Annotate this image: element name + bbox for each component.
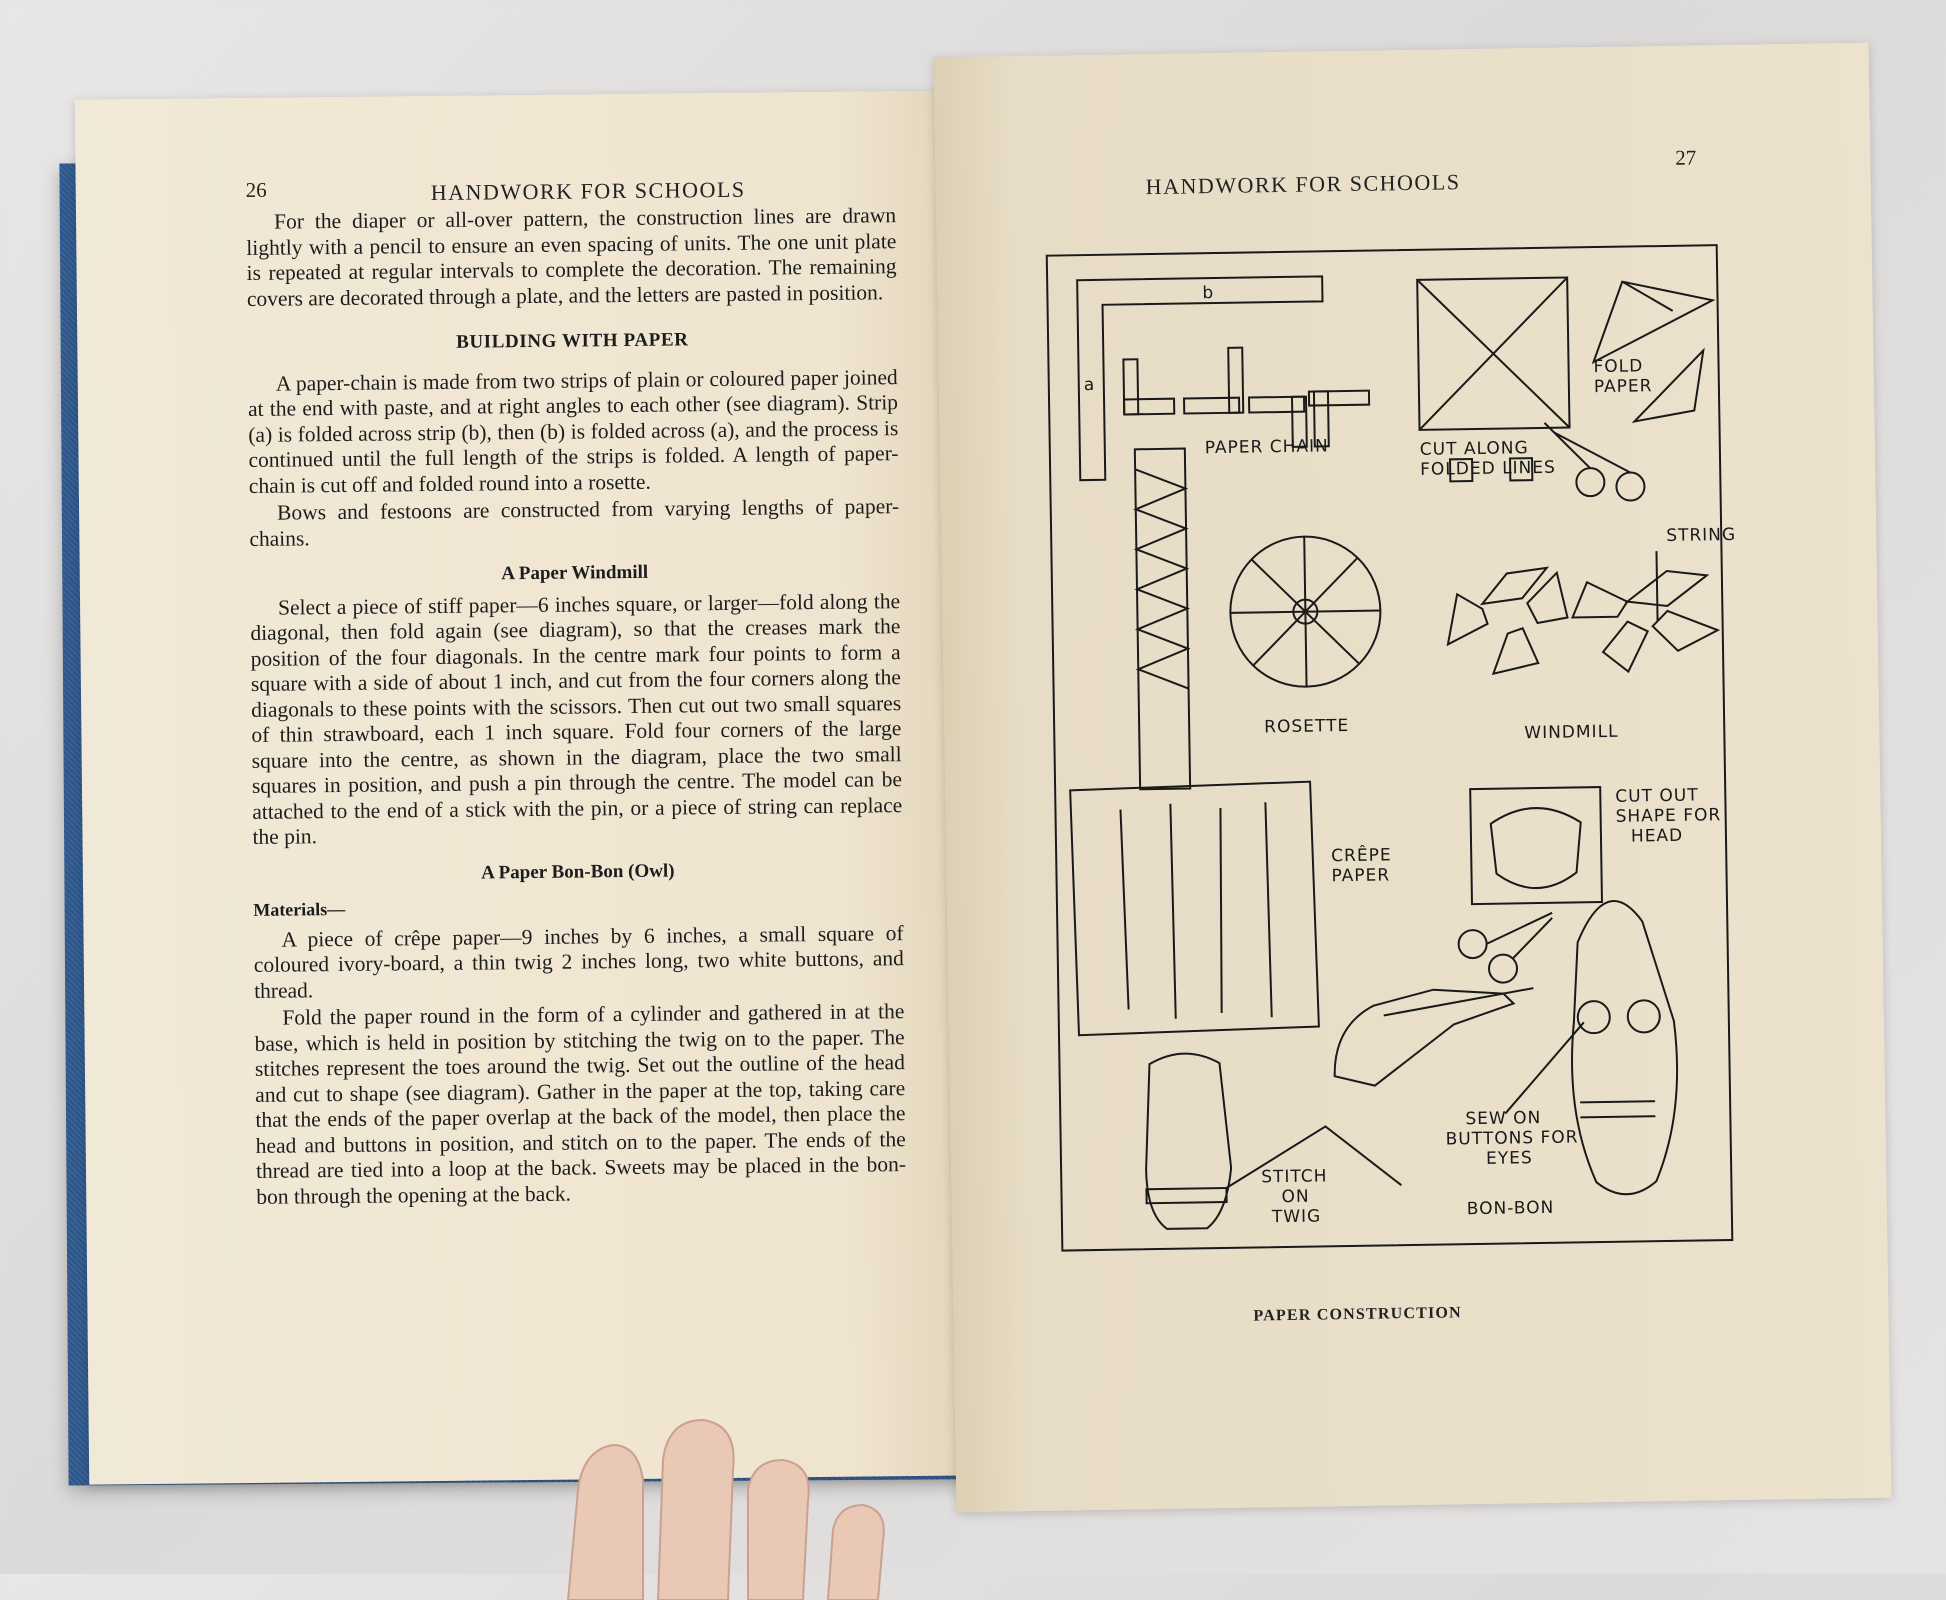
materials-label: Materials— xyxy=(253,898,346,920)
scissors-1-drawing xyxy=(1576,468,1604,496)
left-page-body xyxy=(246,203,906,1212)
windmill-label: WINDMILL xyxy=(1524,721,1619,744)
hand-holding-book xyxy=(548,1400,1018,1600)
bonbon-label: BON-BON xyxy=(1466,1197,1555,1220)
paper-chain-paragraph: A paper-chain is made from two strips of plain or coloured paper joined at the end with paste, and at right angles to each other (see diagram). Strip (a) is folded across strip (b), then (b) is folded across (a), and the process is continued until the full length of the strips is folded. A length of paper-chain is cut off and folded round into a rosette. xyxy=(247,364,899,498)
windmill-heading: A Paper Windmill xyxy=(501,561,649,585)
fold-paper-label-2: PAPER xyxy=(1593,376,1653,398)
stitch-label-2: ON xyxy=(1281,1186,1310,1208)
running-head-right: HANDWORK FOR SCHOOLS xyxy=(1145,169,1461,200)
bonbon-paragraph: Fold the paper round in the form of a cylinder and gathered in at the base, which is held in position by stitching the twig on to the paper. The stitches represent the toes around the twig. Set out the outline of the head and cut to shape (see diagram). Gather in the paper at the top, taking care that the ends of the paper overlap at the back of the model, then place the head and buttons in position, and stitch on to the paper. The ends of the thread are tied into a loop at the back. Sweets may be placed in the bon-bon through the opening at the back. xyxy=(254,999,907,1209)
section-heading: BUILDING WITH PAPER xyxy=(456,329,689,353)
index-finger xyxy=(658,1420,734,1600)
paper-construction-plate xyxy=(1021,220,1752,1276)
sew-label-1: SEW ON xyxy=(1465,1108,1542,1130)
running-head-left: HANDWORK FOR SCHOOLS xyxy=(430,176,746,206)
rosette-label: ROSETTE xyxy=(1264,715,1350,738)
cut-along-label-2: FOLDED LINES xyxy=(1420,457,1557,480)
windmill-1-drawing xyxy=(1447,568,1569,675)
strip-a-label: a xyxy=(1083,374,1096,396)
bonbon-heading: A Paper Bon-Bon (Owl) xyxy=(481,860,675,884)
folded-chain-drawing xyxy=(1135,449,1190,790)
strip-b-label: b xyxy=(1202,283,1215,304)
sew-label-2: BUTTONS FOR xyxy=(1445,1127,1579,1150)
cut-out-label-2: SHAPE FOR xyxy=(1615,805,1722,827)
plate-illustration xyxy=(1021,220,1752,1276)
plate-caption: PAPER CONSTRUCTION xyxy=(1253,1304,1462,1325)
folded-paper-drawing xyxy=(1592,280,1713,362)
page-number-right: 27 xyxy=(1675,145,1697,170)
stitch-label-1: STITCH xyxy=(1261,1166,1328,1188)
materials-text: A piece of crêpe paper—9 inches by 6 inches, a small square of coloured ivory-board, a thin twig 2 inches long, two white buttons, and thread. xyxy=(253,920,904,1003)
sew-label-3: EYES xyxy=(1485,1148,1533,1169)
page-number-left: 26 xyxy=(245,177,267,202)
windmill-2-drawing xyxy=(1572,570,1719,672)
string-label: STRING xyxy=(1666,524,1737,546)
hand-drawing xyxy=(1333,988,1514,1086)
crepe-paper-drawing xyxy=(1070,782,1319,1036)
intro-paragraph: For the diaper or all-over pattern, the construction lines are drawn lightly with a pencil to ensure an even spacing of units. The one unit plate is repeated at regular intervals to complete the decoration. The remaining covers are decorated through a plate, and the letters are pasted in position. xyxy=(246,203,897,311)
crepe-paper-label-2: PAPER xyxy=(1331,865,1391,887)
crepe-paper-label-1: CRÊPE xyxy=(1331,845,1392,867)
scissors-2-drawing xyxy=(1458,930,1486,958)
bows-paragraph: Bows and festoons are constructed from varying lengths of paper-chains. xyxy=(249,494,900,551)
paper-chain-label: PAPER CHAIN xyxy=(1204,436,1329,459)
cut-along-label-1: CUT ALONG xyxy=(1419,438,1529,460)
cut-out-label-1: CUT OUT xyxy=(1615,785,1699,807)
fold-paper-label-1: FOLD xyxy=(1593,356,1644,378)
thumb xyxy=(568,1445,643,1600)
windmill-paragraph: Select a piece of stiff paper—6 inches square, or larger—fold along the diagonal, then fold again (see diagram), so that the creases mark the position of the four diagonals. In the centre mark four points to form a square with a side of about 1 inch, and cut from the four corners along the diagonals to these points with the scissors. Then cut out two small squares of thin strawboard, each 1 inch square. Fold four corners of the large square into the centre, as shown in the diagram, place the two small squares in position, and push a pin through the centre. The model can be attached to the end of a stick with the pin, or a piece of string can replace the pin. xyxy=(250,588,903,849)
head-template-drawing xyxy=(1470,787,1602,904)
owl-drawing xyxy=(1569,900,1679,1195)
cut-out-label-3: HEAD xyxy=(1630,825,1684,847)
stitch-label-3: TWIG xyxy=(1271,1206,1322,1228)
middle-finger xyxy=(748,1460,809,1600)
left-page xyxy=(75,90,989,1484)
ring-finger xyxy=(828,1505,884,1600)
right-page xyxy=(934,43,1892,1513)
